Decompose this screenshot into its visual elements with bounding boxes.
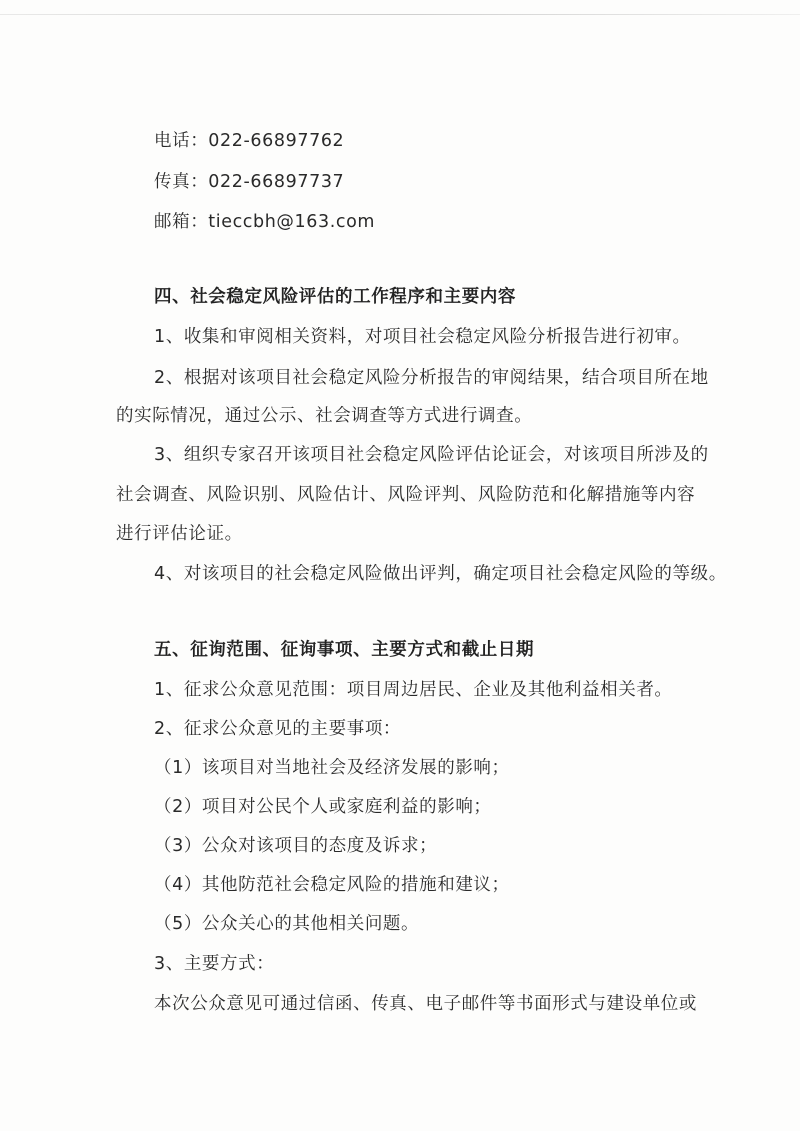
section4-item3-line3: 进行评估论证。 xyxy=(116,524,243,544)
section4-item2-line2: 的实际情况，通过公示、社会调查等方式进行调查。 xyxy=(116,406,533,426)
section4-heading: 四、社会稳定风险评估的工作程序和主要内容 xyxy=(154,287,516,307)
section4-item3-line1: 3、组织专家召开该项目社会稳定风险评估论证会，对该项目所涉及的 xyxy=(154,445,709,465)
scan-edge-line xyxy=(0,14,800,15)
section4-item1: 1、收集和审阅相关资料，对项目社会稳定风险分析报告进行初审。 xyxy=(154,327,691,347)
section5-sub4: （4）其他防范社会稳定风险的措施和建议； xyxy=(154,875,510,895)
section5-sub2: （2）项目对公民个人或家庭利益的影响； xyxy=(154,797,492,817)
contact-email: 邮箱：tieccbh@163.com xyxy=(154,212,376,232)
contact-phone: 电话：022-66897762 xyxy=(154,131,345,151)
section5-item2: 2、征求公众意见的主要事项： xyxy=(154,719,402,739)
section4-item4: 4、对该项目的社会稳定风险做出评判，确定项目社会稳定风险的等级。 xyxy=(154,564,727,584)
section5-heading: 五、征询范围、征询事项、主要方式和截止日期 xyxy=(154,640,535,660)
contact-fax: 传真：022-66897737 xyxy=(154,172,345,192)
section5-sub5: （5）公众关心的其他相关问题。 xyxy=(154,914,420,934)
section5-item1: 1、征求公众意见范围：项目周边居民、企业及其他利益相关者。 xyxy=(154,680,673,700)
section5-item3: 3、主要方式： xyxy=(154,954,275,974)
section5-paragraph: 本次公众意见可通过信函、传真、电子邮件等书面形式与建设单位或 xyxy=(154,994,697,1014)
section5-sub3: （3）公众对该项目的态度及诉求； xyxy=(154,836,438,856)
section4-item3-line2: 社会调查、风险识别、风险估计、风险评判、风险防范和化解措施等内容 xyxy=(116,485,696,505)
section4-item2-line1: 2、根据对该项目社会稳定风险分析报告的审阅结果，结合项目所在地 xyxy=(154,368,709,388)
section5-sub1: （1）该项目对当地社会及经济发展的影响； xyxy=(154,758,510,778)
